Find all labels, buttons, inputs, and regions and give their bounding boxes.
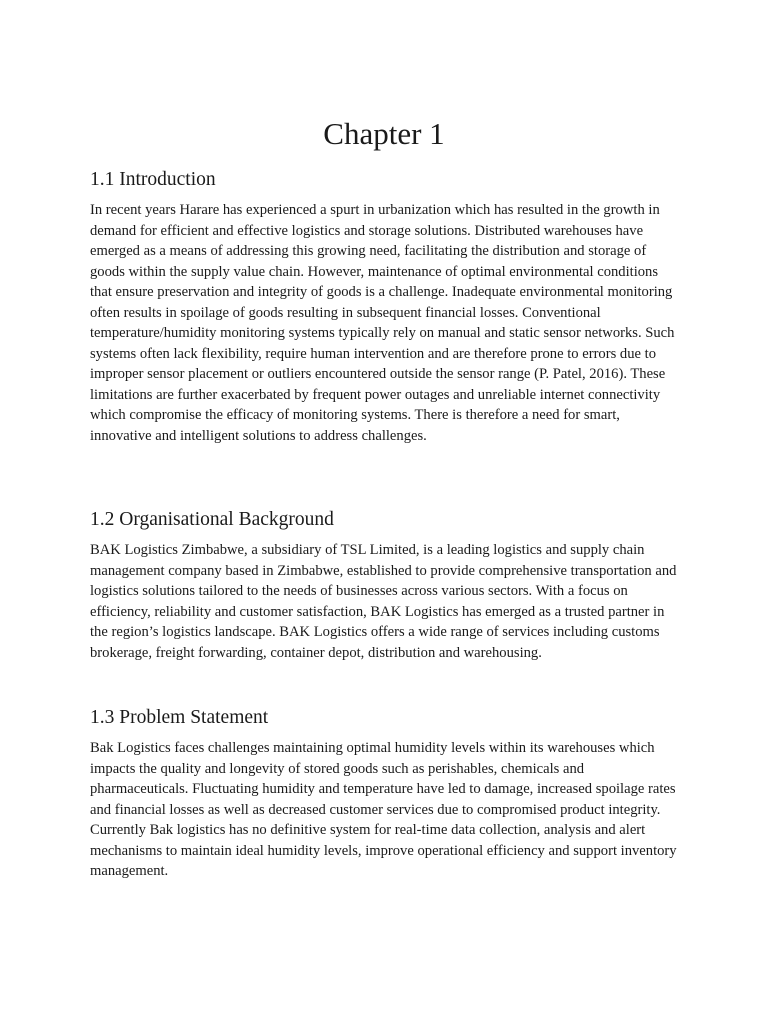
section-heading: 1.3 Problem Statement <box>90 707 269 728</box>
section-organisational-background <box>90 508 682 663</box>
section-body: In recent years Harare has experienced a spurt in urbanization which has resulted in the growth in demand for efficient and effective logistics and storage solutions. Distributed warehouses have emerged as a means of addressing this growing need, facilitating the distribution and storage of goods within the supply value chain. However, maintenance of optimal environmental conditions that ensure preservation and integrity of goods is a challenge. Inadequate environmental monitoring often results in spoilage of goods resulting in subsequent financial losses. Conventional temperature/humidity monitoring systems typically rely on manual and static sensor networks. Such systems often lack flexibility, require human intervention and are therefore prone to errors due to improper sensor placement or outliers encountered outside the sensor range (P. Patel, 2016). These limitations are further exacerbated by frequent power outages and unreliable internet connectivity which compromise the efficacy of monitoring systems. There is therefore a need for smart, innovative and intelligent solutions to address challenges. <box>90 202 675 444</box>
section-heading: 1.2 Organisational Background <box>90 509 334 530</box>
section-body: BAK Logistics Zimbabwe, a subsidiary of TSL Limited, is a leading logistics and supply chain management company based in Zimbabwe, established to provide comprehensive transportation and logistics solutions tailored to the needs of businesses across various sectors. With a focus on efficiency, reliability and customer satisfaction, BAK Logistics has emerged as a trusted partner in the region’s logistics landscape. BAK Logistics offers a wide range of services including customs brokerage, freight forwarding, container depot, distribution and warehousing. <box>90 542 677 661</box>
section-introduction <box>90 168 682 446</box>
section-body: Bak Logistics faces challenges maintaining optimal humidity levels within its warehouses which impacts the quality and longevity of stored goods such as perishables, chemicals and pharmaceuticals. Fluctuating humidity and temperature have led to damage, increased spoilage rates and financial losses as well as decreased customer services due to compromised product integrity. Currently Bak logistics has no definitive system for real-time data collection, analysis and alert mechanisms to maintain ideal humidity levels, improve operational efficiency and support inventory management. <box>90 740 677 879</box>
chapter-title: Chapter 1 <box>323 116 445 151</box>
section-heading: 1.1 Introduction <box>90 169 216 190</box>
section-problem-statement <box>90 706 682 882</box>
